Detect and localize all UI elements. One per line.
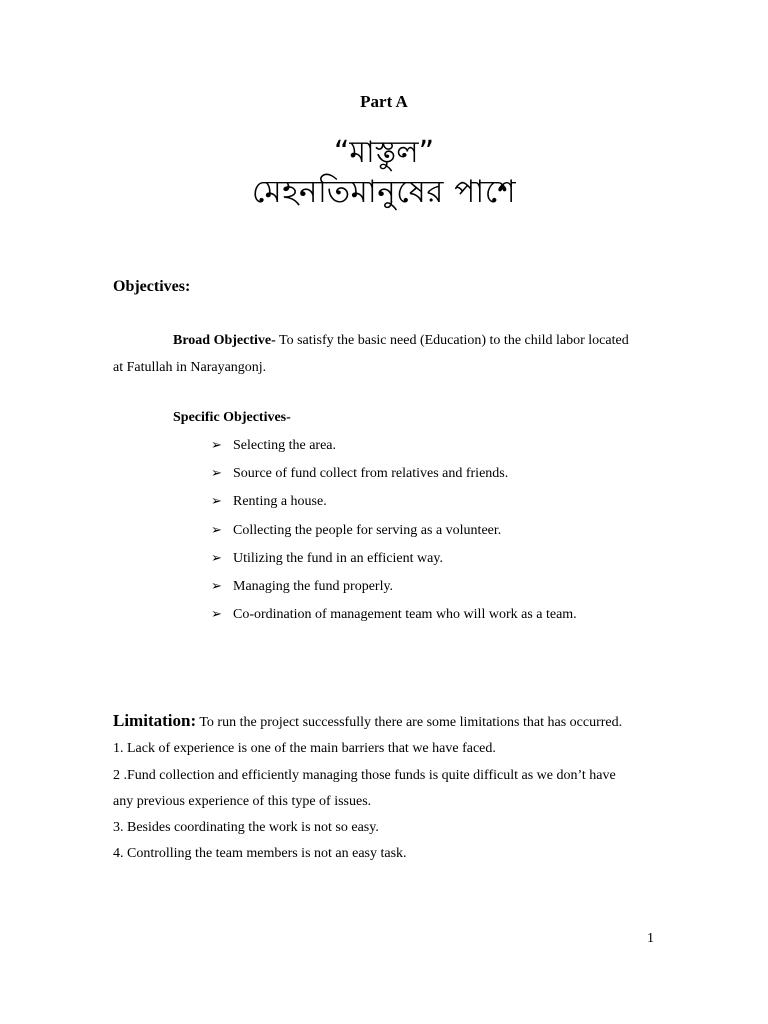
list-item: ➢ Utilizing the fund in an efficient way. [211,549,577,577]
arrowhead-bullet-icon: ➢ [211,578,222,594]
specific-objectives-list [211,436,577,633]
broad-objective-line [173,333,629,349]
broad-objective-label: Broad Objective- [173,333,276,348]
arrowhead-bullet-icon: ➢ [211,550,222,566]
limitation-line [113,711,622,731]
list-item: ➢ Selecting the area. [211,436,577,464]
specific-objectives-heading: Specific Objectives- [173,410,291,425]
arrowhead-bullet-icon: ➢ [211,466,222,482]
arrowhead-bullet-icon: ➢ [211,522,222,538]
broad-objective-continuation: at Fatullah in Narayangonj. [113,360,267,375]
part-title: Part A [360,92,408,111]
bangla-subtitle: মেহনতিমানুষের পাশে [251,174,517,210]
limitation-item: 2 .Fund collection and efficiently managing those funds is quite difficult as we don’t have [113,768,616,783]
limitation-item: 1. Lack of experience is one of the main barriers that we have faced. [113,741,496,756]
limitation-heading: Limitation: [113,711,197,730]
arrowhead-bullet-icon: ➢ [211,438,222,453]
page-number: 1 [647,931,654,946]
limitation-item: any previous experience of this type of issues. [113,794,372,809]
list-item: ➢ Renting a house. [211,492,577,520]
broad-objective-text: To satisfy the basic need (Education) to the child labor located [275,333,629,348]
limitation-intro: To run the project successfully there are some limitations that has occurred. [196,715,623,730]
list-item: ➢ Co-ordination of management team who will work as a team. [211,605,577,633]
limitation-item: 3. Besides coordinating the work is not so easy. [113,820,379,835]
list-item: ➢ Collecting the people for serving as a volunteer. [211,521,577,549]
arrowhead-bullet-icon: ➢ [211,494,222,510]
arrowhead-bullet-icon: ➢ [211,607,222,623]
limitation-item: 4. Controlling the team members is not an easy task. [113,846,407,861]
bangla-title: “মাস্তুল” [333,135,435,170]
list-item: ➢ Source of fund collect from relatives and friends. [211,464,577,492]
objectives-heading: Objectives: [113,278,191,295]
list-item: ➢ Managing the fund properly. [211,577,577,605]
